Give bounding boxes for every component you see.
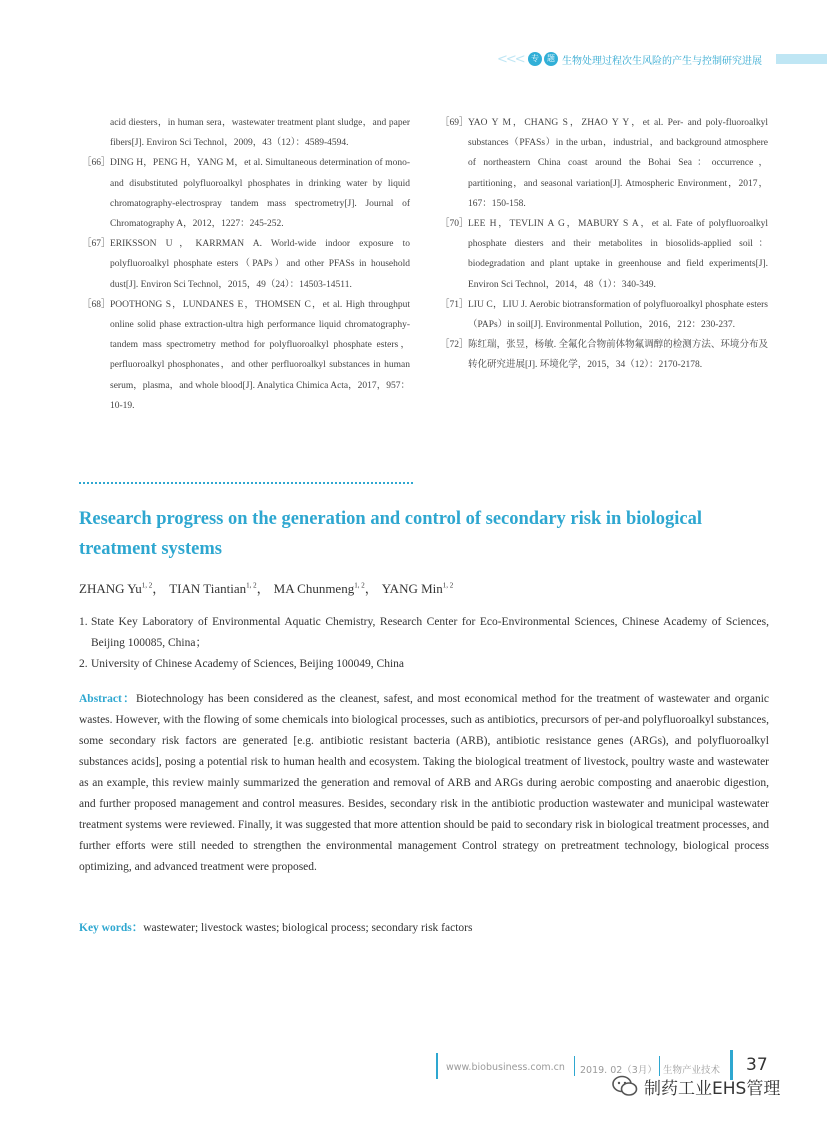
author-affiliation-sup: 1, 2 xyxy=(354,581,365,590)
header-accent-bar xyxy=(776,54,827,64)
reference-number: ［72］ xyxy=(440,340,469,351)
affiliations xyxy=(79,612,769,675)
footer-issue: 2019. 02（3月） xyxy=(580,1065,657,1076)
wechat-icon xyxy=(612,1075,638,1097)
page-number: 37 xyxy=(746,1055,768,1075)
author-list xyxy=(79,578,457,597)
reference-text: acid diesters，in human sera，wastewater treatment plant sludge，and paper fibers[J]. Environ Sci Technol，2009，43（12）：4589-4594. xyxy=(110,118,410,149)
abstract-label: Abstract： xyxy=(79,693,137,705)
author-name: ZHANG Yu xyxy=(79,581,142,596)
reference-text: LEE H，TEVLIN A G，MABURY S A，et al. Fate of polyfluoroalkyl phosphate diesters and their metabolites in biosolids-applied soil：biodegradation and plant uptake in greenhouse and field experiments[J]. Environ Sci Technol，2014，48（1）：340-349. xyxy=(468,219,768,290)
reference-number: ［66］ xyxy=(82,158,111,169)
reference-text: LIU C，LIU J. Aerobic biotransformation of polyfluoroalkyl phosphate esters（PAPs）in soil[J]. Environmental Pollution，2016，212：230-237. xyxy=(468,299,768,331)
reference-item xyxy=(82,234,410,295)
author-name: YANG Min xyxy=(381,581,443,596)
watermark-text: 制药工业EHS管理 xyxy=(644,1079,781,1099)
author-affiliation-sup: 1, 2 xyxy=(442,581,454,590)
references-left-column xyxy=(82,113,410,416)
reference-text: POOTHONG S，LUNDANES E，THOMSEN C，et al. High throughput online solid phase extraction-ultra high performance liquid chromatography-tandem mass spectrometry method for polyfluoroalkyl phosphate esters，perfluoroalkyl phosphonates，and other perfluoroalkyl substances in human serum，plasma，and whole blood[J]. Analytica Chimica Acta，2017，957：10-19. xyxy=(110,299,410,411)
reference-item xyxy=(440,214,768,295)
reference-text: ERIKSSON U，KARRMAN A. World-wide indoor exposure to polyfluoroalkyl phosphate esters（PAPs）and other PFASs in household dust[J]. Environ Sci Technol，2015，49（24）：14503-14511. xyxy=(110,239,410,290)
special-badge: 专 xyxy=(528,52,542,66)
abstract-text: Biotechnology has been considered as the cleanest, safest, and most economical method for the treatment of wastewater and organic wastes. However, with the flowing of some chemicals into biological processes, such as antibiotics, precursors of per-and polyfluoroalkyl substances, some secondary risk factors are generated [e.g. antibiotic resistant bacteria (ARB), antibiotic resistance genes (ARGs), and polyfluoroalkyl substances acids], posing a potential risk to human health and ecosystem. Taking the biological treatment of livestock, poultry waste and wastewater as an example, this review mainly summarized the generation and removal of ARB and ARGs during aerobic composting and anaerobic digestion, and further proposed management and control measures. Besides, secondary risk in the antibiotic production wastewater and municipal wastewater treatment systems were reviewed. Finally, it was suggested that more attention should be paid to secondary risk in biological treatment processes, and further efforts were still needed to strengthen the environmental management Control strategy on pretreatment technology, biological process optimizing, and advanced treatment were proposed. xyxy=(79,693,769,873)
author-name: TIAN Tiantian xyxy=(169,581,247,596)
keywords xyxy=(79,918,769,939)
affiliation-number: 2. xyxy=(79,658,88,670)
footer-website: www.biobusiness.com.cn xyxy=(446,1062,565,1073)
affiliation-number: 1. xyxy=(79,616,88,628)
reference-item xyxy=(440,335,768,375)
section-divider xyxy=(79,482,413,484)
references-right-column xyxy=(440,113,768,376)
reference-text: YAO Y M，CHANG S，ZHAO Y Y，et al. Per- and poly-fluoroalkyl substances（PFASs）in the urban，industrial，and background atmosphere of northeastern China coast around the Bohai Sea：occurrence，partitioning，and seasonal variation[J]. Atmospheric Environment，2017，167：150-158. xyxy=(468,118,768,209)
reference-item xyxy=(440,295,768,335)
author-name: MA Chunmeng xyxy=(273,581,355,596)
reference-number: ［70］ xyxy=(440,219,469,230)
keywords-label: Key words： xyxy=(79,922,144,934)
author-separator: ， xyxy=(256,581,270,596)
keywords-text: wastewater; livestock wastes; biological process; secondary risk factors xyxy=(143,922,473,934)
author-separator: ， xyxy=(364,581,378,596)
reference-number: ［69］ xyxy=(440,118,469,128)
author-separator: ， xyxy=(152,581,166,596)
affiliation-text: State Key Laboratory of Environmental Aquatic Chemistry, Research Center for Eco-Environmental Sciences, Chinese Academy of Sciences, Beijing 100085, China； xyxy=(91,616,769,649)
reference-item xyxy=(440,113,768,214)
reference-text: 陈红瑞，张昱，杨敏. 全氟化合物前体物氟调醇的检测方法、环境分布及转化研究进展[J]. 环境化学，2015，34（12）：2170-2178. xyxy=(468,340,768,371)
footer-divider xyxy=(574,1056,575,1076)
running-header-title: 生物处理过程次生风险的产生与控制研究进展 xyxy=(562,56,762,67)
reference-item xyxy=(82,153,410,234)
author-affiliation-sup: 1, 2 xyxy=(246,581,257,590)
abstract xyxy=(79,689,769,878)
chevron-decor-icon: <<< xyxy=(497,52,524,67)
reference-number: ［68］ xyxy=(82,299,111,310)
footer-divider xyxy=(436,1053,438,1079)
footer-journal-name: 生物产业技术 xyxy=(663,1065,721,1076)
reference-item xyxy=(82,113,410,153)
reference-number: ［67］ xyxy=(82,239,111,250)
reference-text: DING H，PENG H，YANG M，et al. Simultaneous determination of mono- and disubstituted polyfluoroalkyl phosphates in drinking water by liquid chromatography-electrospray tandem mass spectrometry[J]. Journal of Chromatography A，2012，1227：245-252. xyxy=(110,158,410,230)
reference-number: ［71］ xyxy=(440,299,469,310)
footer-divider xyxy=(659,1056,660,1076)
topic-badge: 题 xyxy=(544,52,558,66)
running-header xyxy=(0,50,827,70)
author-affiliation-sup: 1, 2 xyxy=(141,581,153,590)
english-title: Research progress on the generation and control of secondary risk in biological treatment systems xyxy=(79,509,703,559)
affiliation-item xyxy=(79,612,769,654)
affiliation-text: University of Chinese Academy of Sciences, Beijing 100049, China xyxy=(91,658,404,670)
affiliation-item xyxy=(79,654,769,675)
reference-item xyxy=(82,295,410,416)
